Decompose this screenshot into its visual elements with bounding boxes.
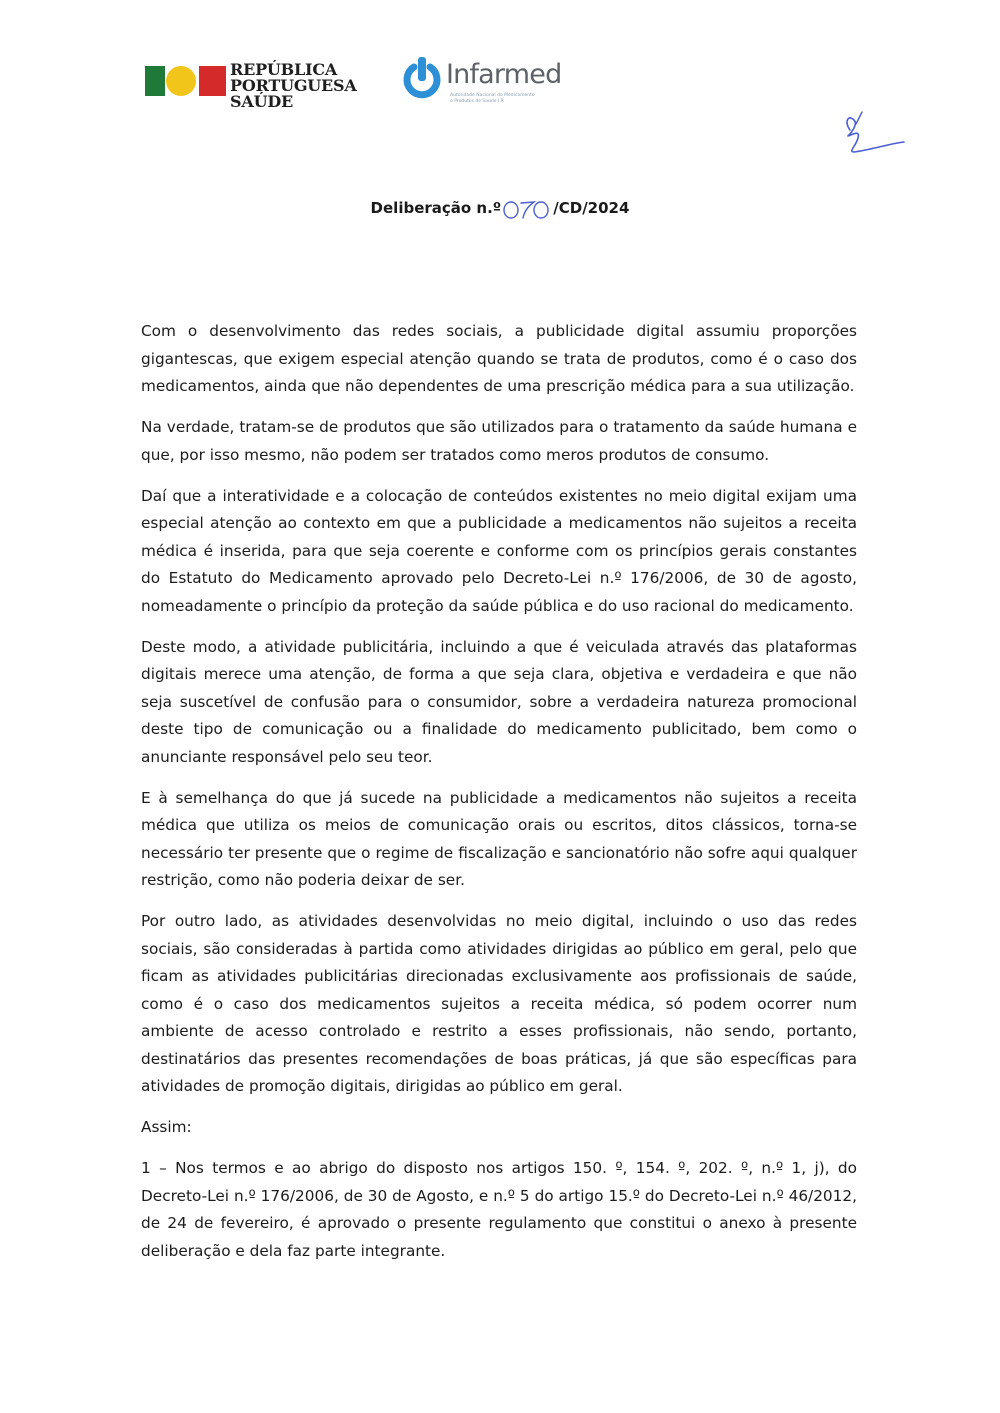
republica-portuguesa-saude-logo	[145, 60, 357, 114]
paragraph-2: Na verdade, tratam-se de produtos que são utilizados para o tratamento da saúde humana e que, por isso mesmo, não podem ser tratados como meros produtos de consumo.	[141, 418, 857, 464]
deliberation-title	[0, 195, 1000, 221]
republica-logo-line-2: PORTUGUESA	[230, 76, 357, 95]
paragraph-6: Por outro lado, as atividades desenvolvidas no meio digital, incluindo o uso das redes sociais, são consideradas à partida como atividades dirigidas ao público em geral, pelo que ficam as atividades publicitárias direcionadas exclusivamente aos profissionais de saúde, como é o caso dos medicamentos sujeitos a receita médica, só podem ocorrer num ambiente de acesso controlado e restrito a esses profissionais, não sendo, portanto, destinatários das presentes recomendações de boas práticas, já que são específicas para atividades de promoção digitais, dirigidas ao público em geral.	[141, 912, 857, 1095]
paragraph-5: E à semelhança do que já sucede na publicidade a medicamentos não sujeitos a receita médica que utiliza os meios de comunicação orais ou escritos, ditos clássicos, torna-se necessário ter presente que o regime de fiscalização e sancionatório não sofre aqui qualquer restrição, como não poderia deixar de ser.	[141, 788, 857, 889]
deliberation-body	[141, 318, 857, 1279]
red-block	[199, 66, 226, 96]
yellow-circle	[166, 66, 196, 96]
title-prefix: Deliberação n.º	[370, 199, 502, 217]
republica-logo-text	[230, 60, 357, 111]
infarmed-tagline-line-1: Autoridade Nacional do Medicamento	[450, 93, 535, 98]
paragraph-item-1: 1 – Nos termos e ao abrigo do disposto nos artigos 150. º, 154. º, 202. º, n.º 1, j), do Decreto-Lei n.º 176/2006, de 30 de Agosto, e n.º 5 do artigo 15.º do Decreto-Lei n.º 46/2012, de 24 de fevereiro, é aprovado o presente regulamento que constitui o anexo à presente deliberação e dela faz parte integrante.	[141, 1159, 857, 1260]
green-block	[145, 66, 165, 96]
paragraph-assim: Assim:	[141, 1118, 192, 1136]
handwritten-signature	[840, 108, 910, 158]
republica-flag-icon	[145, 65, 227, 97]
handwritten-number-drawing	[501, 195, 553, 221]
paragraph-1: Com o desenvolvimento das redes sociais, a publicidade digital assumiu proporções gigantescas, que exigem especial atenção quando se trata de produtos, como é o caso dos medicamentos, ainda que não dependentes de uma prescrição médica para a sua utilização.	[141, 322, 857, 395]
republica-logo-line-3: SAÚDE	[230, 92, 293, 111]
infarmed-tagline	[450, 93, 570, 105]
paragraph-4: Deste modo, a atividade publicitária, incluindo a que é veiculada através das plataformas digitais merece uma atenção, de forma a que seja clara, objetiva e verdadeira e que não seja suscetível de confusão para o consumidor, sobre a verdadeira natureza promocional deste tipo de comunicação ou a finalidade do medicamento publicitado, bem como o anunciante responsável pelo seu teor.	[141, 637, 857, 766]
republica-logo-line-1: REPÚBLICA	[230, 60, 338, 79]
infarmed-tagline-line-2: e Produtos de Saúde I.P.	[450, 99, 505, 104]
infarmed-logo	[402, 57, 572, 117]
infarmed-wordmark: Infarmed	[446, 59, 562, 90]
handwritten-number	[501, 195, 553, 221]
title-suffix: /CD/2024	[553, 199, 630, 217]
infarmed-power-icon	[402, 57, 442, 99]
page-header	[0, 0, 1000, 180]
paragraph-3: Daí que a interatividade e a colocação de conteúdos existentes no meio digital exijam uma especial atenção ao contexto em que a publicidade a medicamentos não sujeitos a receita médica é inserida, para que seja coerente e conforme com os princípios gerais constantes do Estatuto do Medicamento aprovado pelo Decreto-Lei n.º 176/2006, de 30 de agosto, nomeadamente o princípio da proteção da saúde pública e do uso racional do medicamento.	[141, 486, 857, 615]
